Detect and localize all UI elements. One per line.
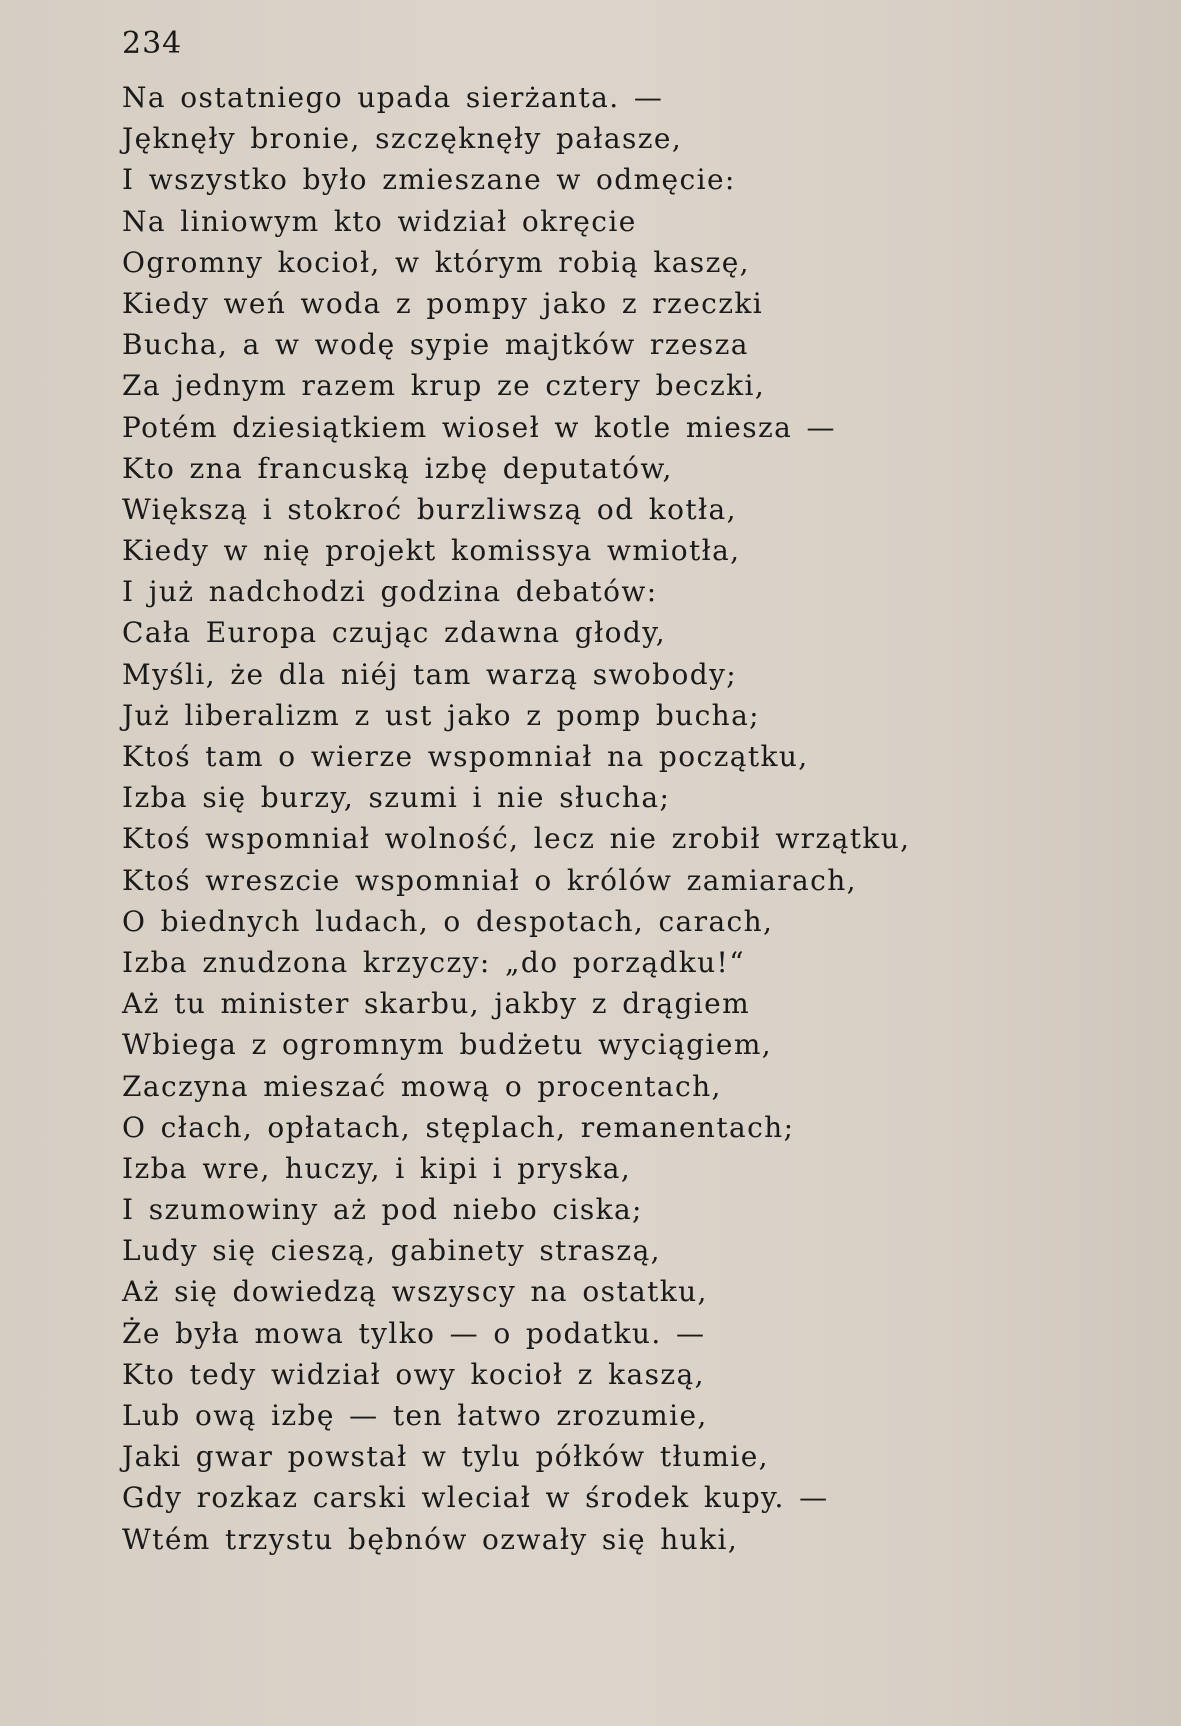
verse-line: Ktoś wreszcie wspomniał o królów zamiarach, <box>122 863 857 897</box>
verse-line: Zaczyna mieszać mową o procentach, <box>122 1069 722 1103</box>
verse-line: Że była mowa tylko — o podatku. — <box>122 1316 706 1350</box>
verse-line: O biednych ludach, o despotach, carach, <box>122 904 774 938</box>
verse-line: Ktoś wspomniał wolność, lecz nie zrobił wrzątku, <box>122 822 911 856</box>
verse-line: Za jednym razem krup ze cztery beczki, <box>122 369 766 403</box>
verse-line: Jaki gwar powstał w tylu półków tłumie, <box>122 1440 769 1474</box>
verse-line: O cłach, opłatach, stęplach, remanentach; <box>122 1110 795 1144</box>
verse-line: Kiedy weń woda z pompy jako z rzeczki <box>122 286 764 320</box>
poem-text <box>122 77 1122 1560</box>
verse-line: Ogromny kocioł, w którym robią kaszę, <box>122 245 750 279</box>
verse-line: Gdy rozkaz carski wleciał w środek kupy. — <box>122 1481 829 1515</box>
verse-line: Aż tu minister skarbu, jakby z drągiem <box>122 987 751 1021</box>
verse-line: Na ostatniego upada sierżanta. — <box>122 81 664 114</box>
verse-line: Wbiega z ogromnym budżetu wyciągiem, <box>122 1028 773 1062</box>
verse-line: Myśli, że dla niéj tam warzą swobody; <box>122 657 738 691</box>
verse-line: Ktoś tam o wierze wspomniał na początku, <box>122 740 809 773</box>
verse-line: Kto tedy widział owy kocioł z kaszą, <box>122 1357 705 1391</box>
verse-line: Bucha, a w wodę sypie majtków rzesza <box>122 328 749 362</box>
page-number: 234 <box>122 26 183 61</box>
verse-line: Już liberalizm z ust jako z pomp bucha; <box>122 698 761 732</box>
verse-line: I wszystko było zmieszane w odmęcie: <box>122 163 736 197</box>
verse-line: Izba znudzona krzyczy: „do porządku!“ <box>122 945 745 979</box>
verse-line: Większą i stokroć burzliwszą od kotła, <box>122 492 737 526</box>
verse-line: I już nadchodzi godzina debatów: <box>122 575 658 609</box>
verse-line: Aż się dowiedzą wszyscy na ostatku, <box>122 1275 708 1309</box>
verse-line: Wtém trzystu bębnów ozwały się huki, <box>122 1522 739 1556</box>
verse-line: Izba wre, huczy, i kipi i pryska, <box>122 1151 632 1185</box>
verse-line: Cała Europa czując zdawna głody, <box>122 616 666 650</box>
verse-line: Kiedy w nię projekt komissya wmiotła, <box>122 534 741 568</box>
verse-line: I szumowiny aż pod niebo ciska; <box>122 1193 643 1227</box>
verse-line: Lub ową izbę — ten łatwo zrozumie, <box>122 1399 708 1432</box>
verse-line: Na liniowym kto widział okręcie <box>122 204 637 238</box>
verse-line: Izba się burzy, szumi i nie słucha; <box>122 781 671 815</box>
verse-line: Kto zna francuską izbę deputatów, <box>122 451 673 485</box>
verse-line: Ludy się cieszą, gabinety straszą, <box>122 1234 661 1268</box>
verse-line: Jęknęły bronie, szczęknęły pałasze, <box>122 122 683 156</box>
verse-line: Potém dziesiątkiem wioseł w kotle miesza — <box>122 410 836 444</box>
